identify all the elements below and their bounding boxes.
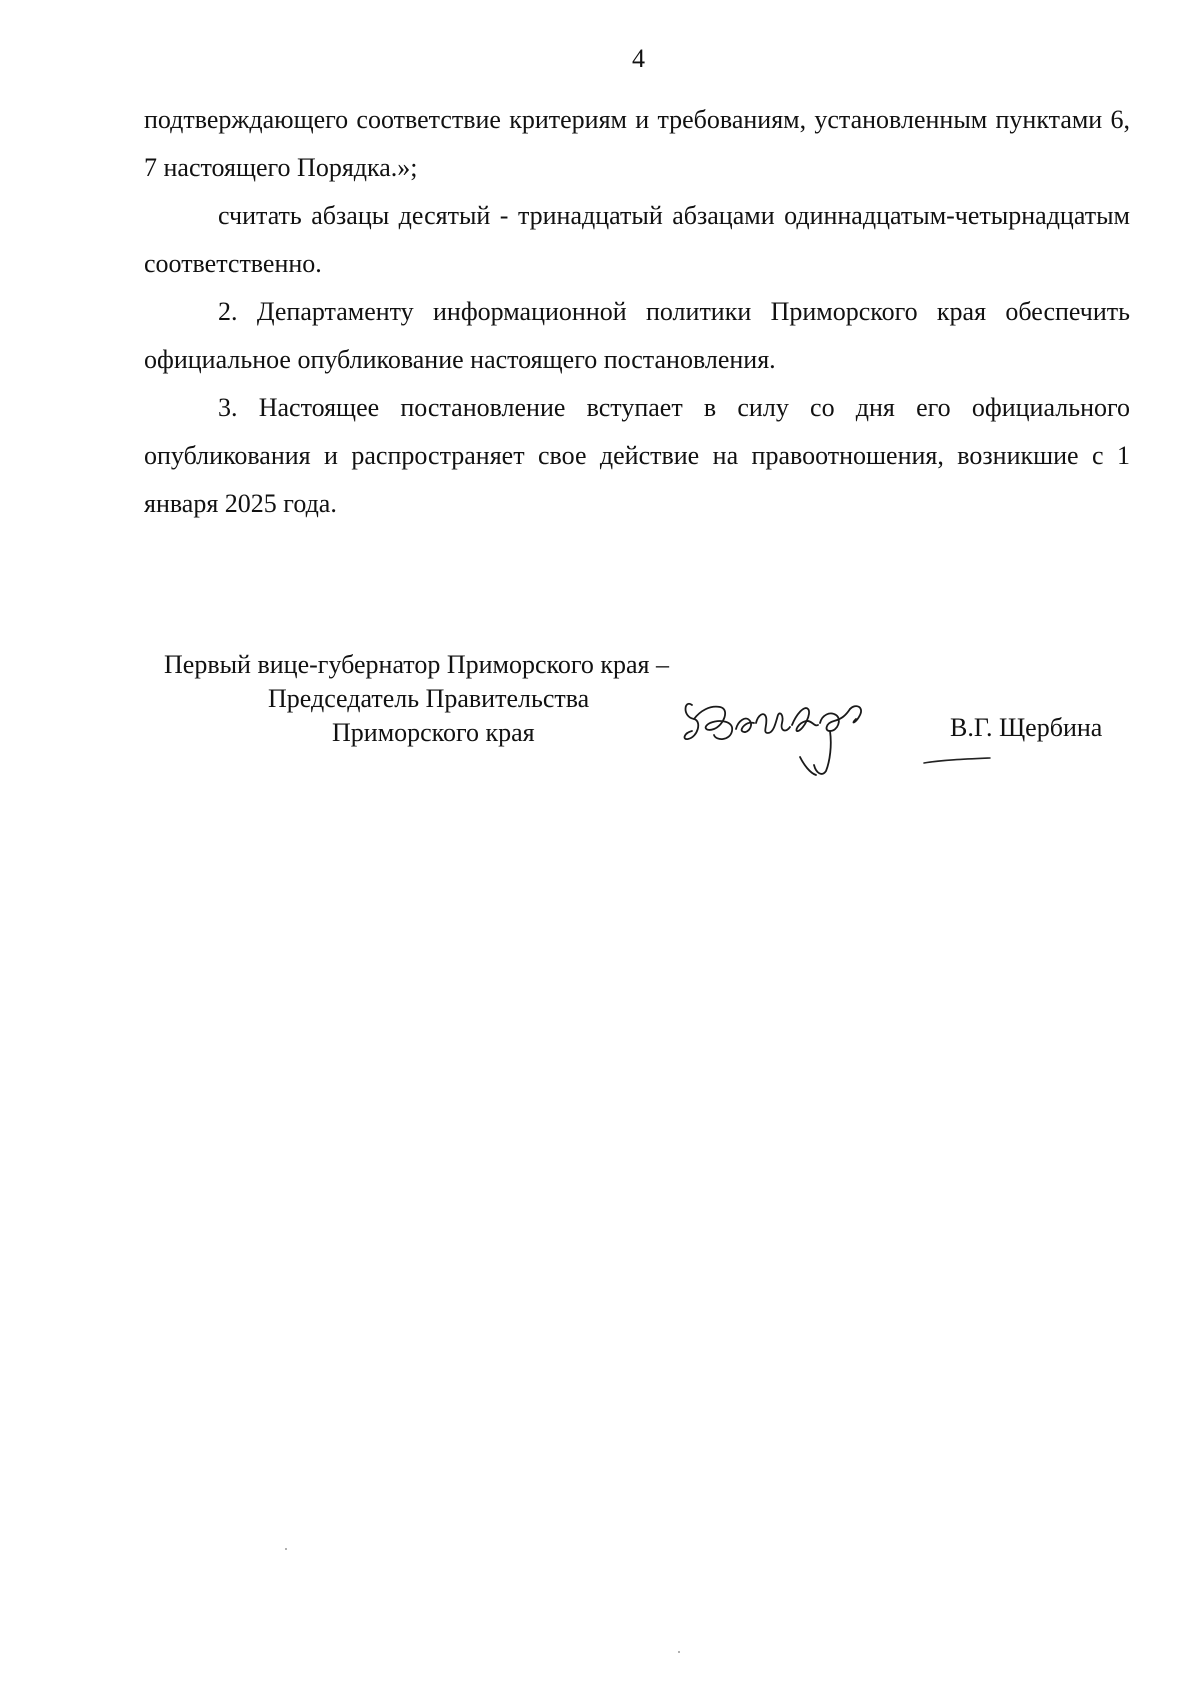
signer-name: В.Г. Щербина	[950, 713, 1103, 742]
signatory-title-line-3: Приморского края	[332, 718, 535, 747]
name-underline-stroke	[922, 756, 992, 766]
signatory-title-line-1: Первый вице-губернатор Приморского края –	[164, 650, 669, 679]
signatory-title-line-2: Председатель Правительства	[268, 684, 590, 713]
scan-speck	[678, 1651, 680, 1653]
page-number: 4	[632, 44, 645, 73]
document-body	[144, 96, 1130, 528]
paragraph-item-3: 3. Настоящее постановление вступает в силу со дня его официального опубликования и распространяет свое действие на правоотношения, возникшие с 1 января 2025 года.	[144, 393, 1130, 518]
handwritten-signature	[680, 685, 910, 795]
paragraph-renumbering: считать абзацы десятый - тринадцатый абзацами одиннадцатым-четырнадцатым соответственно.	[144, 201, 1130, 278]
paragraph-continuation: подтверждающего соответствие критериям и требованиям, установленным пунктами 6, 7 настоящего Порядка.»;	[144, 105, 1130, 182]
paragraph-item-2: 2. Департаменту информационной политики Приморского края обеспечить официальное опубликование настоящего постановления.	[144, 297, 1130, 374]
signatory-title	[150, 648, 750, 750]
scan-speck	[285, 1548, 287, 1550]
